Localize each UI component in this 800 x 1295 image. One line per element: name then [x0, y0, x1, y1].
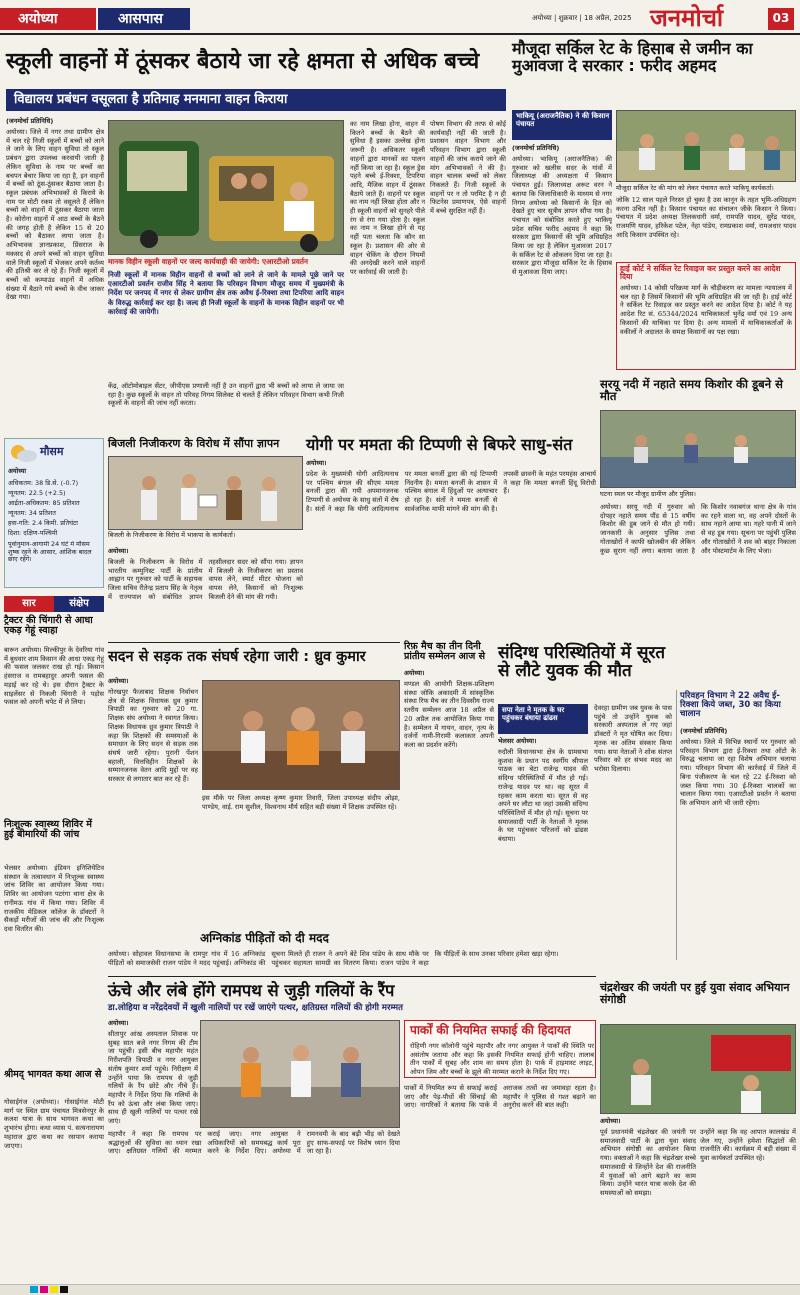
circle-rate-dateline: (जनमोर्चा प्रतिनिधि)	[512, 144, 560, 152]
circle-rate-right-body: जोकि 12 साल पहले निरस्त हो चुका है उस कानून के तहत भूमि-अधिग्रहण करना उचित नहीं है। किसान पंचायत का संचालन जीके किसान ने किया। पंचायत में प्रदेश अध्यक्ष तिलकधारी वर्मा, रामपति यादव, सुरेंद्र यादव, राजमणि यादव, हरिकेश पटेल, नेहा पांडेय, रामप्रकाश वर्मा, रामअधार यादव आदि किसान उपस्थित रहे।	[616, 196, 796, 239]
court-order-headline: हाई कोर्ट ने सर्किल रेट रिवाइज कर प्रस्तुत करने का आदेश दिया	[620, 264, 781, 282]
brief-0-body: बारून अयोध्या। मिल्कीपुर के देवरिया गांव में बुधवार शाम किसान की आधा एकड़ गेहूं की फसल जलकर राख हो गई। किसान हंसराज व रामबहादुर अपनी फसल की मड़ाई कर रहे थे। इस दौरान ट्रैक्टर के साइलेंसर से निकली चिंगारी ने पड़ोस फसल को अपनी चपेट में ले लिया।	[4, 646, 104, 707]
chandrashekhar-headline: चंद्रशेखर की जयंती पर हुई युवा संवाद अभियान संगोष्ठी	[600, 981, 790, 1006]
lead-col2: का नाम लिखा होना, वाहन में कितने बच्चों के बैठने की सुविधा है इसका उल्लेख होना जरूरी है। अधिकतर स्कूली वाहनों द्वारा मानकों का पालन नहीं किया जा रहा है। स्कूल ड्रेस पहने बच्चे ई-रिक्शा, टिपरिया आदि, मैजिक वाहन में ठूंसकर बैठाये जाते हैं। वाहनों पर स्कूल का नाम नहीं लिखा होता और न ही स्कूली वाहनों को सुनहरे पीले रंग से रंगा गया होता है। स्कूल का नाम न लिखा होने से यह नहीं पता चलता कि कौन सा स्कूल है। प्रशासन की ओर से वाहन चेकिंग के दौरान नियमों की अनदेखी करने वाले वाहनों पर कार्रवाई की जाती है।	[350, 120, 425, 276]
color-mark-black	[60, 1286, 68, 1293]
print-registration-strip	[0, 1284, 800, 1295]
circle-rate-kicker: भाकियू (अराजनैतिक) ने की किसान पंचायत	[516, 112, 610, 128]
bijli-dateline: अयोध्या।	[108, 547, 129, 555]
color-mark-yellow	[50, 1286, 58, 1293]
brief-0-headline: ट्रैक्टर की चिंगारी से आधा एकड़ गेहूं स्वाहा	[4, 615, 93, 637]
agnikand-body: अयोध्या। सोहावल विधानसभा के रामपुर गांव में 16 अग्निकांड पीड़ितों को समाजसेवी राजन पांडेय ने मदद पहुंचाई। अग्निकांड की सूचना मिलते ही राजन ने अपने बेटे शिव पांडेय के साथ मौके पर पहुंचकर सहायता सामग्री का वितरण किया। राजन पांडेय ने कहा कि पीड़ितों के साथ उनका परिवार हमेशा खड़ा रहेगा।	[108, 950, 559, 967]
transport-headline: परिवहन विभाग ने 22 अवैध ई-रिक्शा किये जब्त, 30 का किया चालान	[680, 691, 781, 720]
lead-subhead: विद्यालय प्रबंधन वसूलता है प्रतिमाह मनमाना वाहन किराया	[14, 92, 288, 107]
page-number: 03	[768, 8, 794, 30]
yogi-body: प्रदेश के मुख्यमंत्री योगी आदित्यनाथ पर पश्चिम बंगाल की सीएम ममता बनर्जी द्वारा की गयी अपमानजनक टिप्पणी से अयोध्या के साधु संतों में रोष है। संतों ने कहा कि योगी आदित्यनाथ पर ममता बनर्जी द्वारा की गई टिप्पणी निंदनीय है। ममता बनर्जी के शासन में पश्चिम बंगाल में हिंदुओं पर अत्याचार हो रहा है। संतों ने ममता बनर्जी से सार्वजनिक माफी मांगने की मांग की है। तपस्वी छावनी के महंत परमहंस आचार्य ने कहा कि ममता बनर्जी हिंदू विरोधी हैं।	[306, 470, 596, 513]
section-city-label: अयोध्या	[18, 11, 58, 27]
school-van-photo-icon	[109, 121, 344, 255]
dhruv-headline: सदन से सड़क तक संघर्ष रहेगा जारी : ध्रुव कुमार	[108, 649, 366, 665]
rampath-body: सीतापुर आंख अस्पताल शिवाक पर सुबह सात बजे नगर निगम की टीम जा पहुंची। इसी बीच महापौर महंत गिरीशपति त्रिपाठी व नगर आयुक्त संतोष कुमार शर्मा पहुंचे। निरीक्षण में उन्होंने पाया कि रामपथ से जुड़ी गलियों के रैंप छोटे और नीचे हैं। महापौर ने निर्देश दिया कि गलियों के रैंप को ऊंचा और लंबा किया जाए। साथ ही खुली नालियों पर पत्थर रखे जाएं।	[108, 1030, 198, 1126]
bijli-caption: बिजली के निजीकरण के विरोध में भाकपा के कार्यकर्ता।	[108, 531, 236, 539]
street-inspection-photo-icon	[201, 1021, 400, 1128]
dateline: अयोध्या | शुक्रवार | 18 अप्रैल, 2025	[532, 14, 632, 22]
circle-rate-body: अयोध्या। भाकियू (अराजनैतिक) की गुरुवार को खलीस सदर के गांवों में जिलाध्यक्ष की अध्यक्षता में किसान पंचायत हुई। जिलाध्यक्ष अरूट वरन ने बताया कि जिलाधिकारी के माध्यम से नगर निगम अयोध्या को किसानों के हित को देखते हुए चार सूत्रीय ज्ञापन सौंपा गया है। पंचायत को संबोधित करते हुए भाकियू प्रदेश सचिव फरीद अहमद ने कहा कि सरकार द्वारा किसानों की भूमि अधिग्रहित किया जा रहा है लेकिन मुआवजा 2017 के सर्किल रेट से ओकलन दिया जा रहा है। सरकार द्वारा मौजूदा सर्किल रेट के हिसाब से मुआवजा दिया जाए।	[512, 155, 612, 277]
masthead-rule	[0, 33, 800, 35]
dhruv-caption: इस मौके पर जिला अध्यक्ष कृष्ण कुमार तिवारी, जिला उपाध्यक्ष संदीप ओझा, पाण्डेय, वाई. राम सुशील, विश्वनाथ मौर्य सहित बड़ी संख्या में शिक्षक उपस्थित रहे।	[202, 794, 400, 811]
river-bank-photo-icon	[601, 411, 796, 488]
sandigdh-right-body: देवरहा ग्रामीण जब युवक के पास पहुंचे तो उन्होंने युवक को सरकारी अस्पताल ले गए जहां डॉक्टरों ने मृत घोषित कर दिया। मृतक का अंतिम संस्कार किया गया। सपा नेताओं ने शोक संतप्त परिवार को हर संभव मदद का भरोसा दिलाया।	[594, 704, 672, 773]
weather-title: मौसम	[40, 445, 64, 458]
sarayu-caption: घटना स्थल पर मौजूद ग्रामीण और पुलिस।	[600, 490, 696, 498]
rampath-subhead: डा.लोहिया व नरेंद्रदेवयों में खुली नालियों पर रखें जाएंगे पत्थर, क्षतिग्रस्त गलियों की होगी मरम्मत	[108, 1003, 403, 1013]
sarayu-photo	[600, 410, 796, 488]
lead-photo-caption: मानक विहीन स्कूली वाहनों पर जल्द कार्यवाही की जायेगी: एआरटीओ प्रवर्तन	[108, 257, 308, 266]
brief-1-headline: निःशुल्क स्वास्थ्य शिविर में हुई बीमारियों की जांच	[4, 819, 92, 841]
lead-col1: अयोध्या। जिले में नगर तथा ग्रामीण क्षेत्र में चल रहे निजी स्कूलों में बच्चों को लाने ले जाने के लिए वाहन सुविधा तो स्कूल प्रबंधन द्वारा उपलब्ध करवायी जाती है लेकिन सुविधा के नाम पर बच्चों का बचपन बेचार किया जा रहा है, इन वाहनों में बच्चों को ठूंस-ठूंसकर बैठाया जाता है। स्कूल प्रबंधक अभिभावकों से किराये के नाम पर मोटी रकम तो वसूलते हैं लेकिन बच्चों को वाहनों में ठूंसकर बैठाया जाता है। कोरोना वाहनों में आठ बच्चों के बैठने की जगह होती है लेकिन 15 से 20 बच्चों को बैठाकर लाया जाता है। अभिभावक ज्ञानप्रकाश, प्रिंसराज के मकसद से अपने बच्चों को वाहन सुविधा वाले निजी स्कूलों में भेजकर अपने कर्तव्य की इतिश्री कर ले रहे हैं। निजी स्कूलों में बच्चों को कम्पाउंड वाहनों में अधिक संख्या में बैठाने गये बच्चों के वीच जाकर देखा गया।	[6, 128, 104, 302]
dhruv-body: गोरखपुर फैजाबाद शिक्षक निर्वाचन क्षेत्र से शिक्षक विधायक ध्रुव कुमार त्रिपाठी का गुरुवार को 20 गा. शिक्षक संघ अयोध्या ने स्वागत किया। शिक्षक विधायक ध्रुव कुमार त्रिपाठी ने कहा कि शिक्षकों की समस्याओं के समाधान के लिए सदन से सड़क तक संघर्ष जारी रहेगा। पुरानी पेंशन बहाली, वित्तविहीन शिक्षकों के सम्मानजनक वेतन आदि मुद्दों पर वह सरकार से लगातार बात कर रहे हैं।	[108, 688, 198, 784]
section-area-label: आसपास	[118, 11, 163, 27]
circle-rate-headline: मौजूदा सर्किल रेट के हिसाब से जमीन का मुआवजा दे सरकार : फरीद अहमद	[512, 39, 753, 76]
brief-1-body: भेलसर अयोध्या। इंडियन इनिशियेटिव संस्थान के तत्वावधान में निःशुल्क स्वास्थ्य जांच शिविर का आयोजन किया गया। शिविर का आयोजन पटरंगा थाना क्षेत्र के रानीमऊ गांव में किया गया। शिविर में राजकीय मेडिकल कॉलेज के डॉक्टरों ने सैकड़ों मरीजों की जांच की और निःशुल्क दवा वितरित की।	[4, 864, 104, 933]
sandigdh-body: रुदौली विधानसभा क्षेत्र के ग्रामसभा कुशवा के प्रधान पद स्वर्गीय श्रीपाल पाठक का बेटा राजेन्द्र यादव की संदिग्ध परिस्थितियों में मौत हो गई। राजेन्द्र यादव पर था। वह सूरत में रहकर काम करता था। सूरत से वह अपने घर लौटा था जहां उसकी संदिग्ध परिस्थितियों में मौत हो गई। सूचना पर समाजवादी पार्टी के नेताओं ने मृतक के घर पहुंचकर परिजनों को ढांढस बंधाया।	[498, 748, 588, 844]
rampath-headline: ऊंचे और लंबे होंगे रामपथ से जुड़ी गलियों के रैंप	[108, 981, 395, 1000]
rampath-photo	[200, 1020, 400, 1128]
lead-photo	[108, 120, 344, 255]
weather-line-6: पूर्वानुमान-आगामी 24 घंटे में मौसम शुष्क रहने के आसार, आंशिक बादल छाए रहेंगे।	[8, 541, 92, 564]
sarayu-headline: सरयू नदी में नहाते समय किशोर की डूबने से मौत	[600, 377, 783, 404]
sarayu-body: अयोध्या। सरयू नदी में गुरुवार को दोपहर नहाते समय पौंड से 15 वर्षीय किशोर की डूब जाने से मौत हो गयी। जानकारी के अनुसार पुलिस तथा गोताखोरों ने काफी खोजबीन की लेकिन कुछ सुराग नहीं लगा। बताया जाता है कि किशोर नवाबगंज थाना क्षेत्र के गांव का रहने वाला था, वह अपने दोस्तों के साथ नहाने आया था। गहरे पानी में जाने से वह डूब गया। सूचना पर पहुंची पुलिस और गोताखोरों ने शव को बाहर निकाला और पोस्टमार्टम के लिए भेजा।	[600, 503, 796, 555]
bijli-body: बिजली के निजीकरण के विरोध में भारतीय कम्युनिस्ट पार्टी के प्रांतीय आह्वान पर गुरुवार को पार्टी के सहायक जिला सचिव रीतेन्द्र प्रताप सिंह के नेतृत्व में राज्यपाल को संबोधित ज्ञापन तहसीलदार सदर को सौंपा गया। ज्ञापन में बिजली के निजीकरण का प्रस्ताव वापस लेने, स्मार्ट मीटर योजना को वापस लेने, किसानों को निःशुल्क बिजली देने की मांग की गयी।	[108, 558, 303, 601]
farmers-meeting-photo-icon	[617, 111, 796, 182]
paper-name: जनमोर्चा	[650, 4, 724, 32]
rampath-top-rule	[108, 976, 596, 977]
bijli-photo	[108, 456, 303, 530]
felicitation-photo-icon	[203, 681, 400, 790]
yogi-dateline: अयोध्या।	[306, 459, 327, 467]
brief-2-headline: श्रीमद् भागवत कथा आज से	[4, 1069, 102, 1080]
parkon-headline: पार्कों की नियमित सफाई की हिदायत	[410, 1023, 571, 1037]
weather-line-3: न्यूनतम: 34 प्रतिशत	[8, 509, 56, 517]
parkon-body: रोहिणी नगर कॉलोनी पहुंचे महापौर और नगर आयुक्त ने पार्कों की स्थिति पर असंतोष जताया और कहा कि इसकी नियमित सफाई होनी चाहिए। तालाब तीन पार्कों में सुबह और शाम का समय होता है। पार्क में हाइमास्ट लाइट, ओपन जिम और बच्चों के झूले की मरम्मत कराने के निर्देश दिए गए।	[410, 1042, 594, 1076]
sandigdh-dateline: भेलसर अयोध्या।	[498, 737, 537, 745]
circle-rate-photo	[616, 110, 796, 182]
chandrashekhar-dateline: अयोध्या।	[600, 1117, 621, 1125]
sun-cloud-icon	[8, 442, 38, 464]
court-order-body: अयोध्या। 14 कोसी परिक्रमा मार्ग के चौड़ीकरण का मामला न्यायालय में चल रहा है जिसमें किसानों की भूमि अधिग्रहित की जा रही है। हाई कोर्ट ने सर्किल रेट रिवाइज कर प्रस्तुत करने का आदेश दिया है। कोर्ट ने यह आदेश रिट सं. 65344/2024 याचिकाकर्ता भुनेंद्र वर्मा एवं 19 अन्य किसानों की याचिका पर दिया है। अन्य मामलों में याचिकाकर्ताओं के वकीलों ने अदालत के समक्ष किसानों का पक्ष रखा।	[620, 284, 792, 336]
weather-line-5: दिशा: दक्षिण-पश्चिमी	[8, 529, 58, 537]
seminar-photo-icon	[601, 1025, 796, 1114]
dhruv-photo	[202, 680, 400, 790]
dhruv-dateline: अयोध्या।	[108, 677, 129, 685]
lead-dateline: (जनमोर्चा प्रतिनिधि)	[6, 117, 54, 125]
sandigdh-kicker: सपा नेता ने मृतक के घर पहुंचकर बंधाया ढांढस	[502, 706, 565, 722]
lead-headline: स्कूली वाहनों में ठूंसकर बैठाये जा रहे क्षमता से अधिक बच्चे	[6, 49, 480, 74]
weather-line-0: अधिकतम: 38 डि.से. (-0.7)	[8, 479, 79, 487]
weather-line-2: आर्द्रता-अधिकतम: 85 प्रतिशत	[8, 499, 80, 507]
parkon-body2: पार्कों में नियमित रूप से सफाई कराई जाए और पेड़-पौधों की सिंचाई की जाए। नागरिकों ने बताया कि पार्क में अराजक तत्वों का जमावड़ा रहता है। महापौर ने पुलिस से गश्त बढ़ाने का अनुरोध करने की बात कही।	[404, 1084, 596, 1110]
sandigdh-headline: संदिग्ध परिस्थितियों में सूरत से लौटे युवक की मौत	[498, 643, 666, 682]
transport-dateline: (जनमोर्चा प्रतिनिधि)	[680, 727, 728, 735]
memorandum-photo-icon	[109, 457, 303, 530]
dhruv-top-rule	[108, 642, 400, 643]
lead-col-bottom: केंद्र, ऑटोमोबाइल सेंटर, जीपीएस प्रणाली नहीं है उन वाहनों द्वारा भी बच्चों को लाया ले जाया जा रहा है। कुछ स्कूलों के वाहन तो परिवह निगम सिलेक्ट से चलते हैं लेकिन परिवहन विभाग कभी निजी स्कूलों के वाहनों की जांच नहीं करता।	[108, 382, 344, 408]
rampath-dateline: अयोध्या।	[108, 1019, 129, 1027]
brief-label-right: संक्षेप	[54, 596, 104, 612]
brief-label-left: सार	[4, 596, 54, 612]
circle-rate-photo-caption: मौजूदा सर्किल रेट की मांग को लेकर पंचायत करते भाकियू कार्यकर्ता।	[616, 184, 774, 192]
chandrashekhar-body: पूर्व प्रधानमंत्री चंद्रशेखर की जयंती पर समाजवादी पार्टी के द्वारा युवा संवाद अभियान संगोष्ठी का आयोजन किया गया। वक्ताओं ने कहा कि चंद्रशेखर सच्चे समाजवादी थे जिन्होंने देश की राजनीति में युवाओं को आगे बढ़ाने का काम किया। उन्होंने भारत यात्रा करके देश की समस्याओं को समझा।	[600, 1128, 696, 1197]
yogi-headline: योगी पर ममता की टिप्पणी से बिफरे साधु-संत	[306, 435, 573, 454]
color-mark-magenta	[40, 1286, 48, 1293]
pratiyogi-body: मण्डल की आयोगी शिक्षक-प्रशिक्षण संस्था जोकि अकादमी में सांस्कृतिक संस्था रिफ मैच का तीन दिवसीय राज्य स्तरीय सम्मेलन आज 18 अप्रैल से 20 अप्रैल तक आयोजित किया गया है। सम्मेलन में गायन, वादन, नृत्य के दर्जनों नामी-गिरामी कलाकार अपनी कला का प्रदर्शन करेंगे।	[404, 680, 494, 749]
agnikand-headline: अग्निकांड पीड़ितों को दी मदद	[200, 931, 329, 945]
chandrashekhar-right-body: उन्होंने कहा कि वह आपात कालखंड में जेल गए, उन्होंने हमेशा सिद्धांतों की राजनीति की। कार्यक्रम में बड़ी संख्या में युवा कार्यकर्ता उपस्थित रहे।	[700, 1128, 796, 1163]
transport-body: अयोध्या। जिले में विभिन्न स्थानों पर गुरुवार को परिवहन विभाग द्वारा ई-रिक्शा तथा ऑटो के विरुद्ध चलाया जा रहा विशेष अभियान चलाया गया। परिवहन विभाग की कार्रवाई में जिले में बिना पंजीकरण के चल रहे 22 ई-रिक्शा को जब्त किया गया। 30 ई-रिक्शा चालकों का चालान किया गया। एआरटीओ प्रवर्तन ने बताया कि अभियान आगे भी जारी रहेगा।	[680, 738, 796, 807]
bijli-headline: बिजली निजीकरण के विरोध में सौंपा ज्ञापन	[108, 437, 280, 450]
lead-arto-inset: निजी स्कूलों में मानक विहीन वाहनों से बच्चों को लाने ले जाने के मामले पूछे जाने पर एआरटीओ प्रवर्तन राजीव सिंह ने बताया कि परिवहन विभाग मौजूद समय में मुख्यमंत्री के निर्देश पर जनपद में नगर से लेकर ग्रामीण क्षेत्र तक अवैध ई-रिक्शा तथा टिपरिया आदि वाहन के विरुद्ध कार्रवाई कर रहा है। जल्द ही निजी स्कूलों के वाहनों के मानक विहीन वाहनों पर भी कार्रवाई की जायेगी।	[108, 270, 344, 316]
weather-line-4: हवा-गति: 2.4 किमी. प्रतिघंटा	[8, 519, 78, 527]
weather-line-1: न्यूनतम: 22.5 (+2.5)	[8, 489, 66, 497]
chandrashekhar-photo	[600, 1024, 796, 1114]
pratiyogi-dateline: अयोध्या।	[404, 669, 425, 677]
brief-2-body: गोसाईगंज (अयोध्या)। गोसाईगंज मोटी मार्ग पर स्थित ग्राम पंचायत मित्रसेनपुर के कलश यात्रा के साथ भागवत कथा का शुभारंभ होगा। कथा व्यास पं. सत्यनारायण महाराज द्वारा कथा का रसपान कराया जाएगा।	[4, 1098, 104, 1150]
lead-col3: पोषण विभाग की तरफ से कोई कार्यवाही नहीं की जाती है। प्रशासन वाहन विभाग और परिवहन विभाग द्वारा स्कूली वाहनों की जांच कराये जाने की मांग अभिभावकों ने की है। वाहन चालक बच्चों को लेकर निकलते हैं। निजी स्कूलों के वाहनों पर न तो परमिट है न ही फिटनेस प्रमाणपत्र, ऐसे वाहनों में बच्चे सुरक्षित नहीं हैं।	[430, 120, 506, 216]
color-mark-cyan	[30, 1286, 38, 1293]
pratiyogi-headline: रिफ़ मैच का तीन दिनी प्रांतीय सम्मेलन आज से	[404, 641, 486, 663]
weather-subtitle: अयोध्या	[8, 467, 27, 475]
rampath-body2: महापौर ने कहा कि रामपथ पर श्रद्धालुओं की सुविधा का ध्यान रखा जाए। क्षतिग्रस्त गलियों की मरम्मत कराई जाए। नगर आयुक्त ने अधिकारियों को समयबद्ध कार्य पूरा करने के निर्देश दिए। अयोध्या में रामनवमी के बाद बढ़ी भीड़ को देखते हुए साफ-सफाई पर विशेष ध्यान दिया जा रहा है।	[108, 1130, 400, 1156]
